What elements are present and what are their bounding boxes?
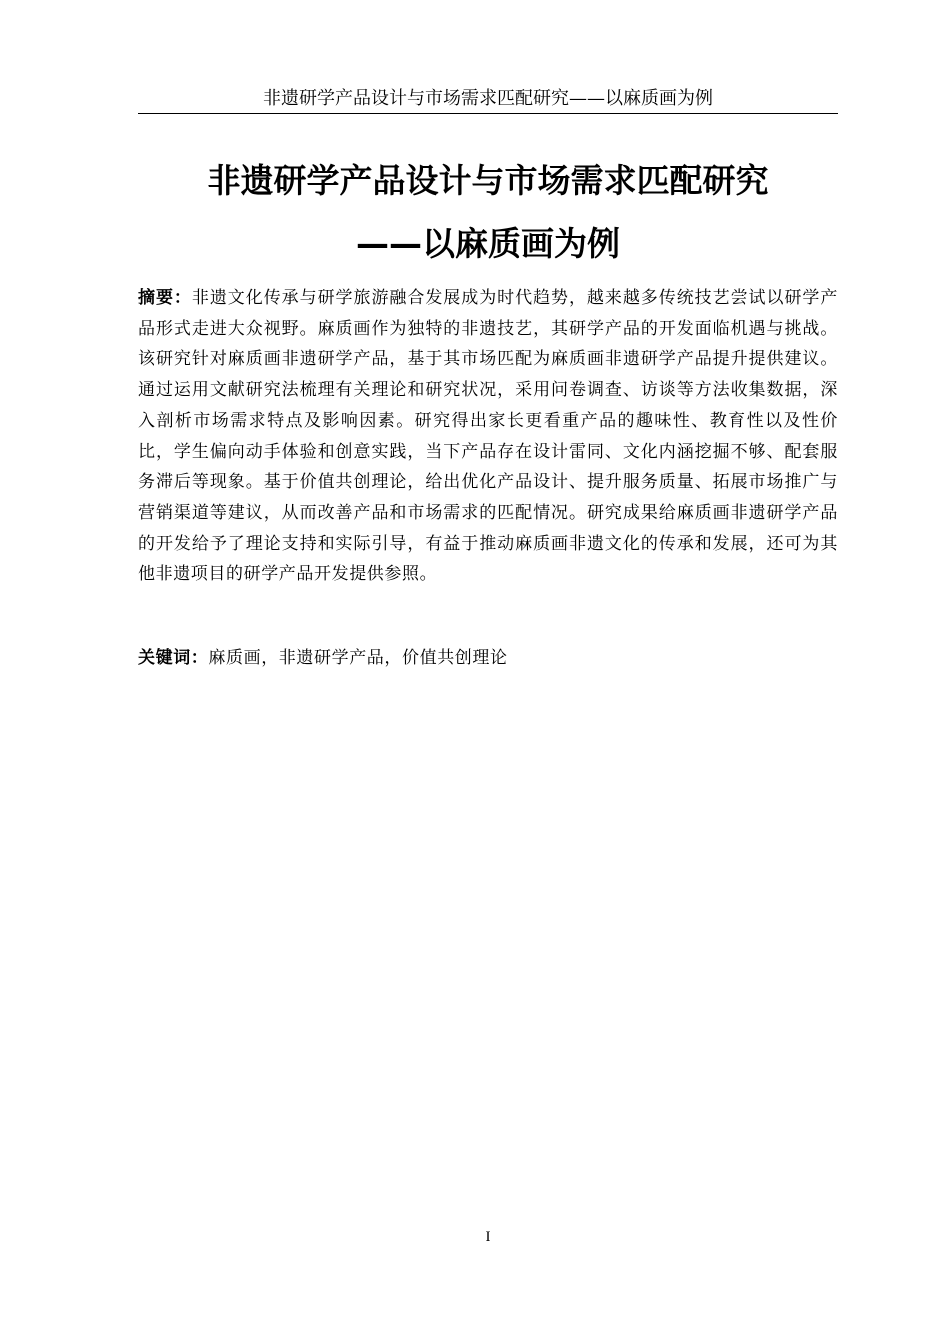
running-header: 非遗研学产品设计与市场需求匹配研究——以麻质画为例 xyxy=(263,88,713,109)
keywords-label: 关键词： xyxy=(138,648,209,668)
abstract-text: 非遗文化传承与研学旅游融合发展成为时代趋势，越来越多传统技艺尝试以研学产品形式走进大众视野。麻质画作为独特的非遗技艺，其研学产品的开发面临机遇与挑战。该研究针对麻质画非遗研学产品，基于其市场匹配为麻质画非遗研学产品提升提供建议。通过运用文献研究法梳理有关理论和研究状况，采用问卷调查、访谈等方法收集数据，深入剖析市场需求特点及影响因素。研究得出家长更看重产品的趣味性、教育性以及性价比，学生偏向动手体验和创意实践，当下产品存在设计雷同、文化内涵挖掘不够、配套服务滞后等现象。基于价值共创理论，给出优化产品设计、提升服务质量、拓展市场推广与营销渠道等建议，从而改善产品和市场需求的匹配情况。研究成果给麻质画非遗研学产品的开发给予了理论支持和实际引导，有益于推动麻质画非遗文化的传承和发展，还可为其他非遗项目的研学产品开发提供参照。 xyxy=(138,288,838,585)
keywords-text: 麻质画，非遗研学产品，价值共创理论 xyxy=(208,648,508,668)
page-number: I xyxy=(485,1229,491,1245)
keywords-line xyxy=(138,643,838,673)
header-divider xyxy=(138,113,838,114)
paper-title-line-2: ——以麻质画为例 xyxy=(356,224,620,263)
abstract-paragraph xyxy=(138,283,838,590)
paper-title-line-1: 非遗研学产品设计与市场需求匹配研究 xyxy=(207,161,769,200)
abstract-label: 摘要： xyxy=(138,288,192,308)
